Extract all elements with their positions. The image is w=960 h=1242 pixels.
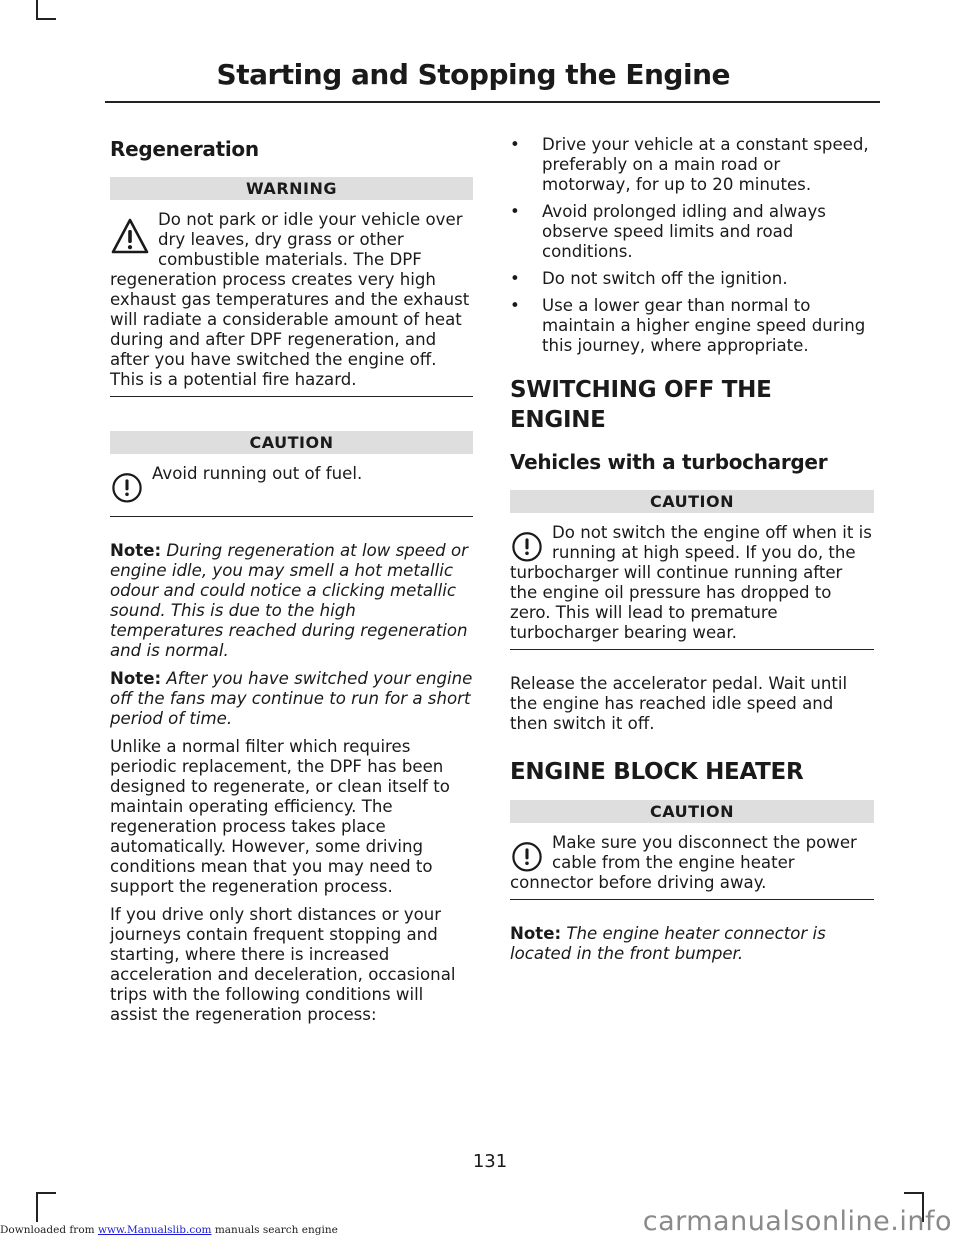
note-heater-connector [510, 924, 874, 964]
crop-mark [36, 1192, 56, 1194]
list-item: • Use a lower gear than normal to maintain a higher engine speed during this journey, where appropriate. [510, 296, 874, 356]
note-text: The engine heater connector is located in the front bumper. [510, 923, 826, 963]
regeneration-conditions-list [510, 135, 874, 356]
caution-label: CAUTION [110, 431, 473, 454]
watermark-text: carmanualsonline.info [642, 1206, 952, 1237]
caution-box [110, 431, 473, 517]
dpf-paragraph: Unlike a normal filter which requires periodic replacement, the DPF has been designed to regenerate, or clean itself to maintain operating efficiency. The regeneration process takes place automatically. However, some driving conditions mean that you may need to support the regeneration process. [110, 737, 450, 896]
warning-body [110, 210, 473, 390]
note-regeneration-smell [110, 541, 473, 661]
engine-block-heater-heading: ENGINE BLOCK HEATER [510, 758, 804, 785]
regeneration-heading: Regeneration [110, 137, 259, 161]
warning-box [110, 177, 473, 397]
list-item: • Do not switch off the ignition. [510, 269, 874, 289]
crop-mark [36, 18, 56, 20]
caution-label: CAUTION [510, 800, 874, 823]
warning-text: Do not park or idle your vehicle over dry leaves, dry grass or other combustible materials. The DPF regeneration process creates very high exhaust gas temperatures and the exhaust will radiate a considerable amount of heat during and after DPF regeneration, and after you have switched the engine off. This is a potential fire hazard. [110, 210, 470, 389]
caution-body [110, 464, 473, 510]
note-label: Note: [510, 923, 562, 943]
caution-text: Make sure you disconnect the power cable from the engine heater connector before driving away. [510, 832, 857, 892]
page-number: 131 [472, 1151, 508, 1172]
caution-box [510, 800, 874, 900]
turbocharger-subheading: Vehicles with a turbocharger [510, 449, 828, 474]
crop-mark [904, 1192, 924, 1194]
switching-off-heading: SWITCHING OFF THE ENGINE [510, 377, 772, 433]
note-text: During regeneration at low speed or engine idle, you may smell a hot metallic odour and could notice a clicking metallic sound. This is due to the high temperatures reached during regeneration and is normal. [110, 541, 468, 660]
list-item: • Avoid prolonged idling and always observe speed limits and road conditions. [510, 202, 874, 262]
note-text: After you have switched your engine off the fans may continue to run for a short period of time. [110, 669, 473, 728]
page-title: Starting and Stopping the Engine [216, 58, 730, 91]
note-fans [110, 669, 473, 729]
footer-suffix: manuals search engine [211, 1224, 338, 1236]
crop-mark [36, 0, 38, 20]
caution-body [510, 833, 874, 893]
warning-triangle-icon [110, 216, 150, 258]
warning-label: WARNING [110, 177, 473, 200]
list-item: • Drive your vehicle at a constant speed, preferably on a main road or motorway, for up to 20 minutes. [510, 135, 874, 195]
caution-body [510, 523, 874, 643]
caution-text: Avoid running out of fuel. [152, 464, 363, 483]
caution-box [510, 490, 874, 650]
release-pedal-paragraph: Release the accelerator pedal. Wait until the engine has reached idle speed and then switch it off. [510, 673, 848, 733]
short-journeys-paragraph: If you drive only short distances or your journeys contain frequent stopping and starting, where there is increased acceleration and deceleration, occasional trips with the following conditions will assist the regeneration process: [110, 905, 456, 1024]
manualslib-link[interactable]: www.Manualslib.com [97, 1224, 212, 1236]
caution-label: CAUTION [510, 490, 874, 513]
note-label: Note: [110, 669, 162, 688]
download-footer [0, 1224, 338, 1236]
header-rule [105, 101, 880, 103]
left-column [110, 135, 473, 1033]
caution-circle-icon [110, 470, 144, 504]
right-column [510, 135, 874, 972]
footer-prefix: Downloaded from [0, 1224, 98, 1236]
caution-text: Do not switch the engine off when it is running at high speed. If you do, the turbocharger will continue running after the engine oil pressure has dropped to zero. This will lead to premature turbocharger bearing wear. [510, 522, 872, 642]
caution-circle-icon [510, 839, 544, 873]
crop-mark [36, 1192, 38, 1222]
note-label: Note: [110, 541, 162, 560]
caution-circle-icon [510, 529, 544, 563]
